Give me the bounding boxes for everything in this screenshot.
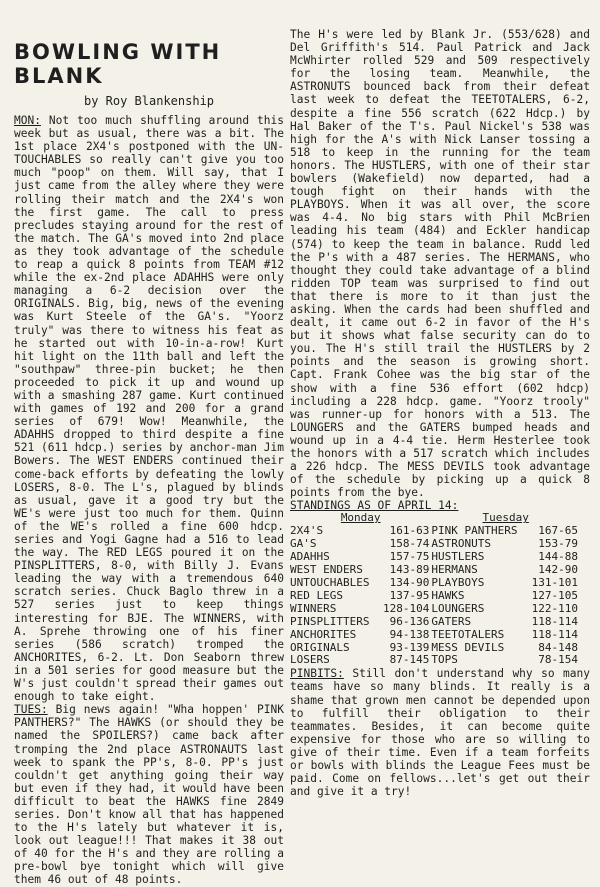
monday-team: LOSERS — [290, 653, 330, 667]
article-title: BOWLING WITH BLANK — [14, 40, 222, 88]
standings-body — [290, 525, 580, 667]
monday-team: UNTOUCHABLES — [290, 576, 370, 589]
tuesday-team: MESS DEVILS — [431, 640, 505, 654]
byline: by Roy Blankenship — [83, 94, 215, 108]
monday-score: 161-63 — [389, 524, 430, 538]
tuesday-header: Tuesday — [482, 511, 529, 525]
monday-header: Monday — [340, 511, 381, 525]
monday-score: 143-89 — [389, 563, 430, 577]
tuesday-score: 118-114 — [531, 614, 578, 628]
monday-score: 87-145 — [389, 653, 430, 667]
monday-score: 134-90 — [389, 576, 430, 589]
tuesday-score: 153-79 — [538, 537, 578, 551]
tuesday-team: LOUNGERS — [431, 601, 485, 615]
monday-team: ADAHHS — [290, 550, 330, 564]
tuesday-score: 78-154 — [538, 653, 578, 667]
left-column — [14, 28, 284, 887]
table-row — [290, 629, 580, 642]
tuesday-team: GATERS — [431, 614, 472, 628]
table-row — [290, 654, 580, 667]
tuesday-team: PLAYBOYS — [431, 576, 485, 589]
tuesday-team: HERMANS — [431, 563, 478, 577]
monday-score: 157-75 — [389, 550, 430, 564]
monday-team: ORIGINALS — [290, 640, 350, 654]
monday-label: MON: — [14, 114, 41, 127]
standings-table — [290, 512, 580, 667]
tuesday-text: Big news again! "Wha hoppen' PINK PANTHERS?" The HAWKS (or should they be named the SPOILERS?) came back after tromping the 2nd place ASTRONAUTS last week to spank the PP's, 8-0. PP's just couldn't get anything going their way but even if they had, it would have been difficult to beat the HAWKS fine 2849 series. Don't know all that has happened to the H's lately but whatever it is, look out league!!! That makes it 38 out of 40 for the H's and they are rolling a pre-bowl bye tonight which will give them 46 out of 48 points. — [14, 703, 284, 887]
tuesday-score: 142-90 — [538, 563, 578, 577]
tuesday-team: TOPS — [431, 653, 458, 667]
monday-score: 94-138 — [389, 627, 430, 641]
tuesday-score: 122-110 — [531, 601, 578, 615]
tuesday-team: PINK PANTHERS — [431, 524, 518, 538]
tuesday-score: 84-148 — [538, 640, 578, 654]
monday-team: RED LEGS — [290, 588, 343, 602]
tuesday-score: 131-101 — [531, 576, 578, 589]
monday-score: 96-136 — [389, 614, 430, 628]
table-row — [290, 603, 580, 616]
tuesday-score: 127-105 — [531, 588, 578, 602]
tuesday-score: 118-114 — [531, 627, 578, 641]
monday-team: PINSPLITTERS — [290, 614, 370, 628]
standings-title: STANDINGS AS OF APRIL 14: — [290, 499, 459, 513]
tuesday-team: HUSTLERS — [431, 550, 485, 564]
tuesday-continued-paragraph: The H's were led by Blank Jr. (553/628) and Del Griffith's 514. Paul Patrick and Jack McWhirter rolled 529 and 509 respectively for the losing team. Meanwhile, the ASTRONUTS bounced back from their defeat last week to defeat the TEETOTALERS, 6-2, despite a fine 556 scratch (622 Hdcp.) by Hal Baker of the T's. Paul Nickel's 538 was high for the A's with Nick Lanser tossing a 518 to keep in the running for the team honors. The HUSTLERS, with one of their star bowlers (Wakefield) now departed, had a tough fight on their hands with the PLAYBOYS. When it was all over, the score was 4-4. No big stars with Phil McBrien leading his team (484) and Eckler handicap (574) to keep the team in balance. Rudd led the P's with a 487 series. The HERMANS, who thought they could take advantage of a blind ridden TOP team was surprised to find out that there is more to it than just the asking. When the cards had been shuffled and dealt, it came out 6-2 in favor of the H's but it shows what false security can do to you. The H's still trail the HUSTLERS by 2 points and the season is growing short. Capt. Frank Cohee was the big star of the show with a fine 536 effort (602 hdcp) including a 228 hdcp. game. "Yoorz trooly" was runner-up for honors with a 513. The LOUNGERS and the GATERS bumped heads and wound up in a 4-4 tie. Herm Hesterlee took the honors with a 517 scratch which includes a 226 hdcp. The MESS DEVILS took advantage of the schedule by picking up a quick 8 points from the bye. — [290, 28, 590, 500]
monday-team: 2X4'S — [290, 524, 324, 538]
table-row — [290, 590, 580, 603]
monday-score: 128-104 — [383, 601, 430, 615]
pinbits-label: PINBITS: — [290, 667, 344, 681]
table-row — [290, 616, 580, 629]
monday-paragraph — [14, 114, 284, 703]
pinbits-paragraph — [290, 667, 590, 798]
tuesday-paragraph — [14, 703, 284, 886]
monday-team: WEST ENDERS — [290, 563, 363, 577]
tuesday-team: ASTRONUTS — [431, 537, 491, 551]
monday-team: ANCHORITES — [290, 627, 357, 641]
tuesday-label: TUES: — [14, 703, 48, 717]
monday-team: WINNERS — [290, 601, 337, 615]
pinbits-text: Still don't understand why so many teams have so many blinds. It really is a shame that grown men cannot be depended upon to fulfill their obligation to their teammates. Besides, it can become quite expensive for those who are so willing to give of their time. Even if a team forfeits or bowls with blinds the League Fees must be paid. Come on fellows...let's get out their and give it a try! — [290, 667, 590, 799]
tuesday-score: 144-88 — [538, 550, 578, 564]
monday-score: 158-74 — [389, 537, 430, 551]
monday-score: 93-139 — [389, 640, 430, 654]
monday-team: GA'S — [290, 537, 317, 551]
monday-text: Not too much shuffling around this week but as usual, there was a bit. The 1st place 2X4's postponed with the UN-TOUCHABLES so really can't give you too much "poop" on them. Will say, that I just came from the alley where they were rolling their match and the 2X4's won the first game. The call to press precludes staying around for the rest of the match. The GA's moved into 2nd place as they took advantage of the schedule to reap a quick 8 points from TEAM #12 while the ex-2nd place ADAHHS were only managing a 6-2 decision over the ORIGINALS. Big, big, news of the evening was Kurt Steele of the GA's. "Yoorz truly" was there to witness his feat as he started out with 10-in-a-row! Kurt hit light on the 11th ball and left the "southpaw" three-pin bucket; he then proceeded to pick it up and wound up with a smashing 287 game. Kurt continued with games of 192 and 200 for a grand series of 679! Wow! Meanwhile, the ADAHHS dropped to third despite a fine 521 (611 hdcp.) series by anchor-man Jim Bowers. The WEST ENDERS continued their come-back efforts by defeating the lowly LOSERS, 8-0. The L's, plagued by blinds as usual, gave it a good try but the WE's were just too much for them. Quinn of the WE's rolled a fine 600 hdcp. series and Yogi Gagne had a 516 to lead the way. The RED LEGS poured it on the PINSPLITTERS, 8-0, with Billy J. Evans leading the way with a tremendous 640 scratch series. Chuck Baglo threw in a 527 series just to keep things interesting for BJE. The WINNERS, with A. Sprehe throwing one of his finer series (586 scratch) tromped the ANCHORITES, 6-2. Lt. Don Seaborn threw in a 501 series for good measure but the W's just couldn't spread their games out enough to take eight. — [14, 114, 284, 704]
table-row — [290, 577, 580, 590]
tuesday-score: 167-65 — [538, 524, 578, 538]
tuesday-team: HAWKS — [431, 588, 465, 602]
monday-score: 137-95 — [389, 588, 430, 602]
tuesday-team: TEETOTALERS — [431, 627, 505, 641]
right-column — [290, 28, 590, 798]
